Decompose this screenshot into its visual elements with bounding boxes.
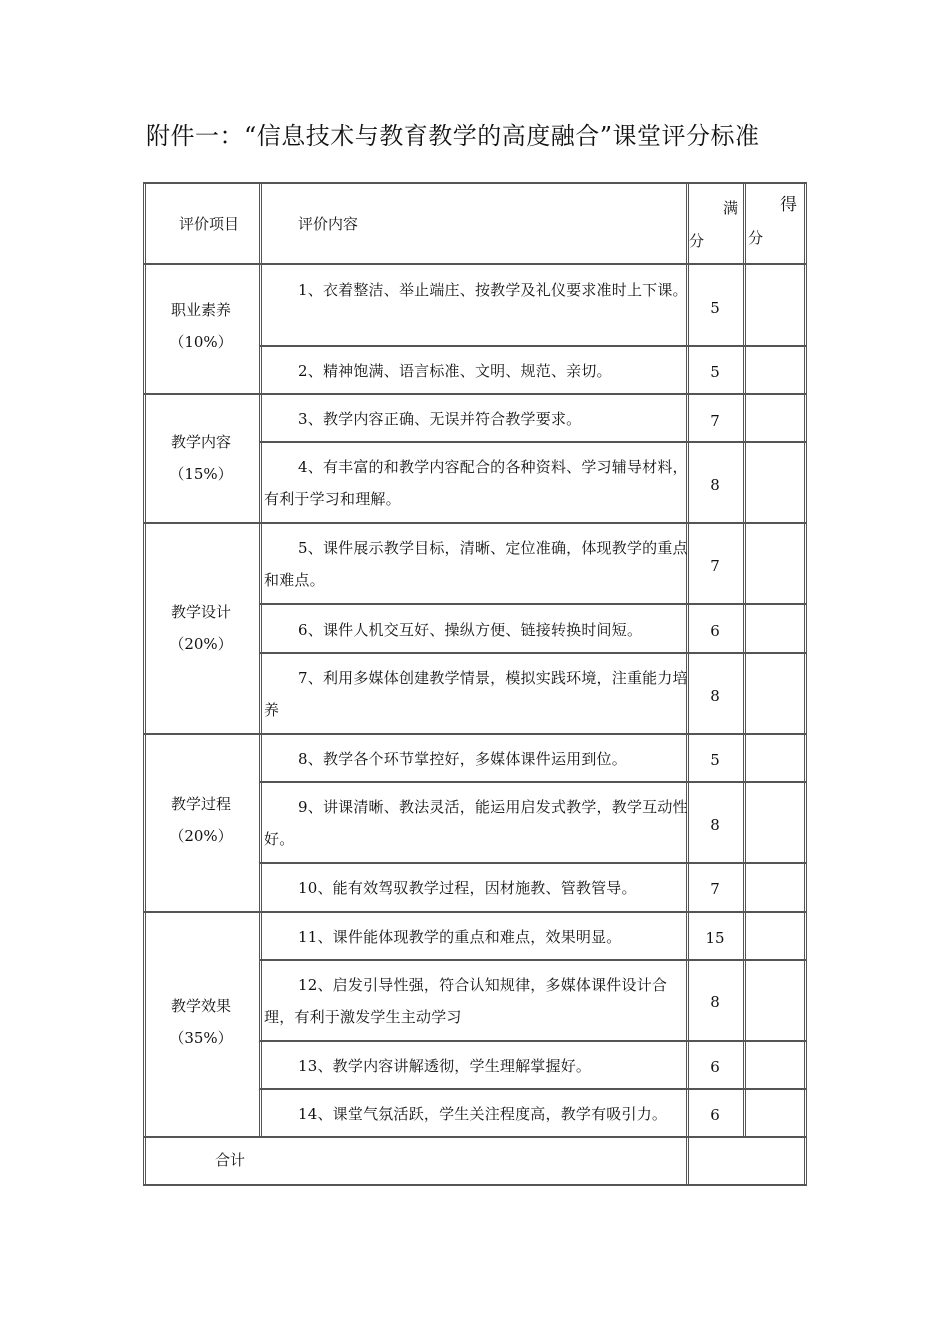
criterion-score: 8 <box>710 687 720 705</box>
criterion-score: 5 <box>710 299 720 317</box>
row-sep-group3 <box>143 733 807 735</box>
table-right-border <box>804 182 807 1186</box>
group-cell <box>143 990 259 1054</box>
row-sep-9-10 <box>260 862 807 864</box>
criterion-score: 8 <box>710 476 720 494</box>
group-weight: （35%） <box>169 1029 233 1047</box>
group-name: 职业素养 <box>170 301 231 319</box>
criterion-score: 7 <box>710 880 720 898</box>
criterion-text: 10、能有效驾驭教学过程，因材施教、管教管导。 <box>298 879 637 897</box>
group-cell <box>143 426 259 490</box>
criterion-text: 2、精神饱满、语言标准、文明、规范、亲切。 <box>298 362 612 380</box>
criterion-text: 6、课件人机交互好、操纵方便、链接转换时间短。 <box>298 621 643 639</box>
header-content: 评价内容 <box>298 215 359 233</box>
row-sep-1-2 <box>260 345 807 347</box>
criterion-score: 7 <box>710 412 720 430</box>
header-full-score-top: 满 <box>723 199 739 217</box>
criterion-score: 8 <box>710 993 720 1011</box>
criterion-text: 13、教学内容讲解透彻，学生理解掌握好。 <box>298 1057 592 1075</box>
criterion-score: 6 <box>710 622 720 640</box>
criterion-text: 14、课堂气氛活跃，学生关注程度高，教学有吸引力。 <box>298 1105 668 1123</box>
criterion-score: 15 <box>705 929 725 947</box>
criterion-text: 12、启发引导性强，符合认知规律，多媒体课件设计合理，有利于激发学生主动学习 <box>264 976 668 1026</box>
header-full-score-bottom: 分 <box>689 232 705 250</box>
group-name: 教学设计 <box>170 603 231 621</box>
group-weight: （15%） <box>169 465 233 483</box>
row-sep-5-6 <box>260 603 807 605</box>
criterion-score: 5 <box>710 751 720 769</box>
criterion-text: 1、衣着整洁、举止端庄、按教学及礼仪要求准时上下课。 <box>298 281 688 299</box>
table-top-border <box>143 182 807 184</box>
scoring-table <box>143 182 807 1186</box>
row-sep-8-9 <box>260 781 807 783</box>
col-sep-score <box>743 182 746 1136</box>
criterion-text: 4、有丰富的和教学内容配合的各种资料、学习辅导材料，有利于学习和理解。 <box>264 458 688 508</box>
group-weight: （10%） <box>169 333 233 351</box>
row-sep-header <box>143 263 807 265</box>
document-title: 附件一：“信息技术与教育教学的高度融合”课堂评分标准 <box>146 122 760 150</box>
criterion-text: 8、教学各个环节掌控好，多媒体课件运用到位。 <box>298 750 627 768</box>
criterion-score: 8 <box>710 816 720 834</box>
group-weight: （20%） <box>169 827 233 845</box>
group-cell <box>143 294 259 358</box>
total-label: 合计 <box>215 1151 246 1169</box>
row-sep-12-13 <box>260 1040 807 1042</box>
group-name: 教学内容 <box>170 433 231 451</box>
criterion-score: 7 <box>710 557 720 575</box>
group-weight: （20%） <box>169 635 233 653</box>
group-cell <box>143 788 259 852</box>
row-sep-group2 <box>143 522 807 524</box>
header-item: 评价项目 <box>179 215 240 233</box>
criterion-text: 3、教学内容正确、无误并符合教学要求。 <box>298 410 582 428</box>
criterion-text: 11、课件能体现教学的重点和难点，效果明显。 <box>298 928 622 946</box>
header-score-top: 得 <box>780 195 797 215</box>
row-sep-3-4 <box>260 441 807 443</box>
group-name: 教学效果 <box>170 997 231 1015</box>
row-sep-group4 <box>143 911 807 913</box>
criterion-text: 7、利用多媒体创建教学情景，模拟实践环境，注重能力培养 <box>264 669 688 719</box>
group-cell <box>143 596 259 660</box>
criterion-text: 5、课件展示教学目标，清晰、定位准确，体现教学的重点和难点。 <box>264 539 688 589</box>
row-sep-total <box>143 1136 807 1138</box>
row-sep-group1 <box>143 393 807 395</box>
row-sep-13-14 <box>260 1088 807 1090</box>
criterion-score: 6 <box>710 1106 720 1124</box>
col-sep-item <box>259 182 262 1136</box>
table-bottom-border <box>143 1184 807 1186</box>
header-score-bottom: 分 <box>748 229 764 247</box>
criterion-score: 5 <box>710 363 720 381</box>
criterion-score: 6 <box>710 1058 720 1076</box>
row-sep-6-7 <box>260 652 807 654</box>
criterion-text: 9、讲课清晰、教法灵活，能运用启发式教学，教学互动性好。 <box>264 798 688 848</box>
group-name: 教学过程 <box>170 795 231 813</box>
row-sep-11-12 <box>260 959 807 961</box>
